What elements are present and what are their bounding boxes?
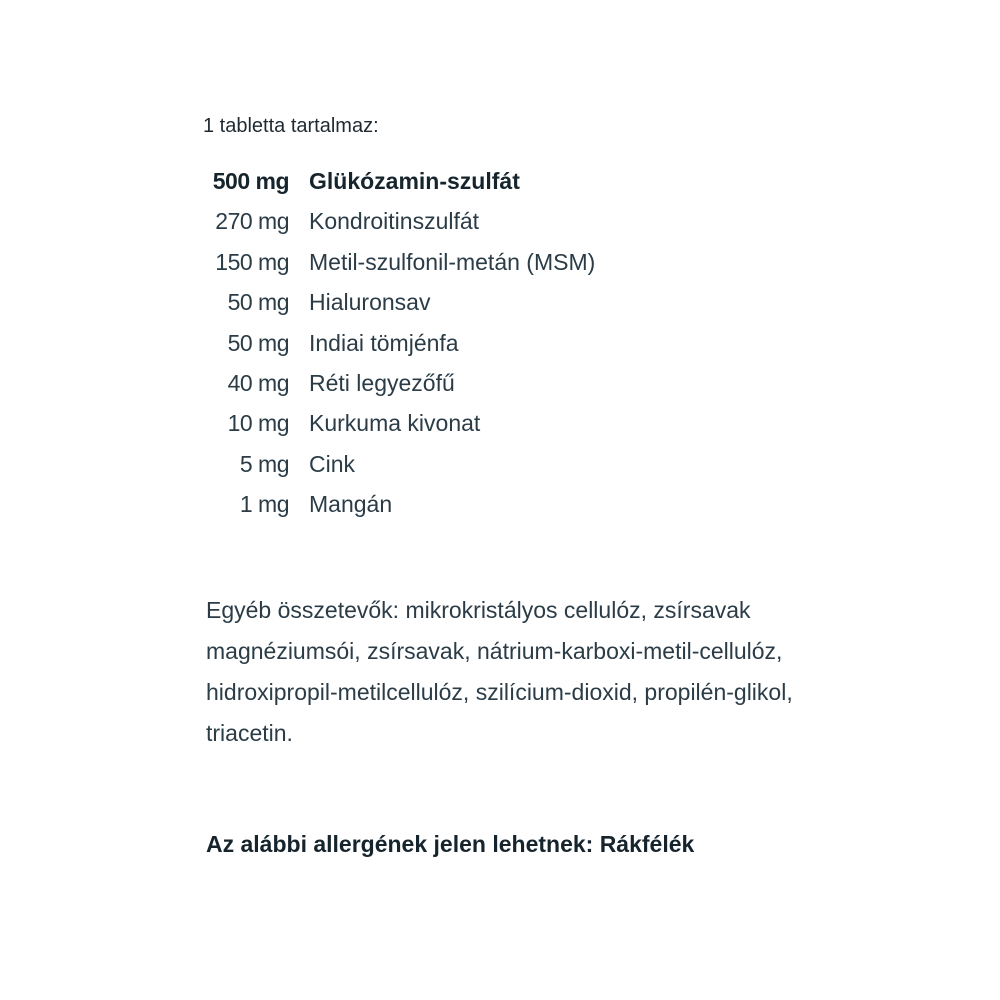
ingredient-name: Réti legyezőfű — [309, 369, 455, 396]
ingredient-name: Kondroitinszulfát — [309, 208, 480, 235]
ingredient-list — [205, 163, 725, 527]
ingredient-name: Cink — [309, 450, 356, 477]
ingredient-name: Metil-szulfonil-metán (MSM) — [309, 248, 596, 275]
ingredient-amount: 270 mg — [215, 208, 289, 235]
ingredient-amount: 150 mg — [215, 248, 289, 275]
ingredient-row — [205, 244, 725, 284]
ingredient-amount: 5 mg — [239, 450, 289, 477]
ingredient-amount: 40 mg — [227, 369, 289, 396]
ingredient-name: Hialuronsav — [309, 289, 431, 316]
other-ingredients-text: Egyéb összetevők: mikrokristályos cellulóz, zsírsavak magnéziumsói, zsírsavak, nátrium-karboxi-metil-cellulóz, hidroxipropil-metilcellulóz, szilícium-dioxid, propilén-glikol, triacetin. — [206, 597, 793, 746]
ingredient-row — [205, 203, 725, 243]
ingredient-name: Indiai tömjénfa — [309, 329, 459, 356]
ingredient-name: Glükózamin-szulfát — [309, 168, 520, 194]
ingredient-row — [205, 163, 725, 203]
ingredient-amount: 50 mg — [227, 329, 289, 356]
ingredient-row — [205, 405, 725, 445]
ingredient-row — [205, 446, 725, 486]
ingredient-row — [205, 365, 725, 405]
ingredient-amount: 50 mg — [227, 289, 289, 316]
serving-intro: 1 tabletta tartalmaz: — [203, 115, 379, 137]
ingredient-row — [205, 284, 725, 324]
ingredient-row — [205, 486, 725, 526]
ingredient-name: Kurkuma kivonat — [309, 410, 481, 437]
ingredient-row — [205, 325, 725, 365]
ingredient-amount: 500 mg — [212, 168, 289, 194]
allergen-note: Az alábbi allergének jelen lehetnek: Rákfélék — [206, 831, 695, 857]
ingredient-name: Mangán — [309, 491, 393, 518]
ingredient-amount: 1 mg — [239, 491, 289, 518]
ingredient-amount: 10 mg — [227, 410, 289, 437]
